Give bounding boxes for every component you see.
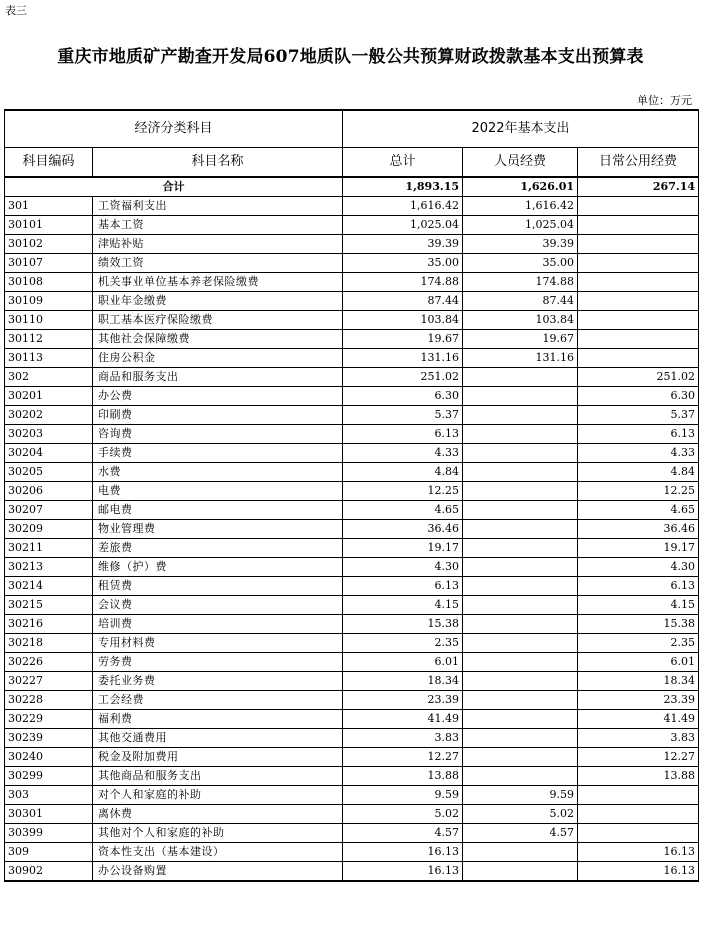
row-personnel <box>463 672 578 691</box>
row-code: 30228 <box>5 691 93 710</box>
table-row <box>5 843 699 862</box>
row-name: 维修（护）费 <box>93 558 343 577</box>
row-name: 职工基本医疗保险缴费 <box>93 311 343 330</box>
row-code: 30299 <box>5 767 93 786</box>
header-name: 科目名称 <box>93 148 343 178</box>
table-row <box>5 463 699 482</box>
row-public: 3.83 <box>578 729 699 748</box>
header-row-group <box>5 110 699 148</box>
row-code: 30239 <box>5 729 93 748</box>
row-personnel <box>463 634 578 653</box>
total-label: 合计 <box>5 177 343 197</box>
row-public <box>578 824 699 843</box>
row-public <box>578 786 699 805</box>
row-personnel <box>463 615 578 634</box>
table-row <box>5 596 699 615</box>
row-personnel <box>463 463 578 482</box>
row-public <box>578 235 699 254</box>
row-name: 福利费 <box>93 710 343 729</box>
row-public: 4.15 <box>578 596 699 615</box>
row-public: 4.84 <box>578 463 699 482</box>
row-name: 电费 <box>93 482 343 501</box>
row-code: 30112 <box>5 330 93 349</box>
table-row <box>5 577 699 596</box>
row-code: 30213 <box>5 558 93 577</box>
row-public: 19.17 <box>578 539 699 558</box>
row-code: 30209 <box>5 520 93 539</box>
row-public: 6.13 <box>578 577 699 596</box>
row-public: 13.88 <box>578 767 699 786</box>
row-total: 41.49 <box>343 710 463 729</box>
table-row <box>5 824 699 843</box>
row-public: 4.30 <box>578 558 699 577</box>
row-total: 4.30 <box>343 558 463 577</box>
row-total: 9.59 <box>343 786 463 805</box>
table-row <box>5 862 699 882</box>
table-row <box>5 216 699 235</box>
row-total: 174.88 <box>343 273 463 292</box>
row-name: 商品和服务支出 <box>93 368 343 387</box>
row-personnel: 131.16 <box>463 349 578 368</box>
row-public: 6.30 <box>578 387 699 406</box>
row-personnel <box>463 843 578 862</box>
row-public: 6.13 <box>578 425 699 444</box>
row-code: 30102 <box>5 235 93 254</box>
row-total: 16.13 <box>343 862 463 882</box>
row-public <box>578 349 699 368</box>
row-code: 303 <box>5 786 93 805</box>
header-public: 日常公用经费 <box>578 148 699 178</box>
row-code: 30229 <box>5 710 93 729</box>
header-row-columns <box>5 148 699 178</box>
row-total: 19.17 <box>343 539 463 558</box>
header-total: 总计 <box>343 148 463 178</box>
row-total: 1,025.04 <box>343 216 463 235</box>
total-cell-public: 267.14 <box>578 177 699 197</box>
row-name: 手续费 <box>93 444 343 463</box>
row-personnel: 35.00 <box>463 254 578 273</box>
table-row <box>5 634 699 653</box>
row-personnel <box>463 425 578 444</box>
row-public: 12.25 <box>578 482 699 501</box>
table-row <box>5 235 699 254</box>
row-code: 30218 <box>5 634 93 653</box>
row-name: 邮电费 <box>93 501 343 520</box>
table-row <box>5 387 699 406</box>
row-personnel <box>463 539 578 558</box>
row-public <box>578 273 699 292</box>
row-code: 30101 <box>5 216 93 235</box>
table-row <box>5 672 699 691</box>
row-name: 咨询费 <box>93 425 343 444</box>
row-name: 会议费 <box>93 596 343 615</box>
row-name: 税金及附加费用 <box>93 748 343 767</box>
row-code: 301 <box>5 197 93 216</box>
row-personnel <box>463 482 578 501</box>
row-personnel: 174.88 <box>463 273 578 292</box>
row-name: 租赁费 <box>93 577 343 596</box>
row-code: 30110 <box>5 311 93 330</box>
row-public: 6.01 <box>578 653 699 672</box>
table-row <box>5 330 699 349</box>
row-code: 30216 <box>5 615 93 634</box>
row-public <box>578 216 699 235</box>
header-code: 科目编码 <box>5 148 93 178</box>
table-row <box>5 748 699 767</box>
row-name: 离休费 <box>93 805 343 824</box>
table-number-label: 表三 <box>5 4 27 17</box>
table-row <box>5 368 699 387</box>
row-total: 12.27 <box>343 748 463 767</box>
total-cell-personnel: 1,626.01 <box>463 177 578 197</box>
row-code: 30109 <box>5 292 93 311</box>
table-row <box>5 292 699 311</box>
row-total: 15.38 <box>343 615 463 634</box>
row-public <box>578 197 699 216</box>
page-title: 重庆市地质矿产勘查开发局607地质队一般公共预算财政拨款基本支出预算表 <box>57 47 644 67</box>
row-personnel <box>463 710 578 729</box>
header-basic-expenditure-2022: 2022年基本支出 <box>343 110 699 148</box>
row-name: 住房公积金 <box>93 349 343 368</box>
row-personnel: 19.67 <box>463 330 578 349</box>
row-name: 其他社会保障缴费 <box>93 330 343 349</box>
table-row <box>5 444 699 463</box>
row-total: 6.13 <box>343 577 463 596</box>
row-personnel: 5.02 <box>463 805 578 824</box>
row-name: 培训费 <box>93 615 343 634</box>
row-code: 30203 <box>5 425 93 444</box>
row-code: 30240 <box>5 748 93 767</box>
row-personnel <box>463 653 578 672</box>
row-public: 5.37 <box>578 406 699 425</box>
row-total: 18.34 <box>343 672 463 691</box>
row-public: 4.33 <box>578 444 699 463</box>
row-total: 23.39 <box>343 691 463 710</box>
table-row <box>5 520 699 539</box>
row-personnel <box>463 748 578 767</box>
row-code: 302 <box>5 368 93 387</box>
row-public: 15.38 <box>578 615 699 634</box>
row-total: 19.67 <box>343 330 463 349</box>
table-row <box>5 729 699 748</box>
row-code: 30205 <box>5 463 93 482</box>
row-personnel: 1,616.42 <box>463 197 578 216</box>
row-personnel <box>463 577 578 596</box>
row-total: 36.46 <box>343 520 463 539</box>
row-personnel: 1,025.04 <box>463 216 578 235</box>
table-row <box>5 615 699 634</box>
row-total: 103.84 <box>343 311 463 330</box>
row-public <box>578 292 699 311</box>
row-total: 4.84 <box>343 463 463 482</box>
table-row <box>5 501 699 520</box>
table-body <box>5 177 699 881</box>
row-public: 12.27 <box>578 748 699 767</box>
row-personnel <box>463 558 578 577</box>
table-row <box>5 197 699 216</box>
row-code: 30226 <box>5 653 93 672</box>
row-total: 131.16 <box>343 349 463 368</box>
table-row <box>5 311 699 330</box>
row-name: 其他商品和服务支出 <box>93 767 343 786</box>
row-name: 印刷费 <box>93 406 343 425</box>
row-name: 办公费 <box>93 387 343 406</box>
row-code: 30207 <box>5 501 93 520</box>
table-row <box>5 710 699 729</box>
row-public: 23.39 <box>578 691 699 710</box>
row-personnel <box>463 596 578 615</box>
row-total: 4.65 <box>343 501 463 520</box>
row-name: 资本性支出（基本建设） <box>93 843 343 862</box>
row-total: 87.44 <box>343 292 463 311</box>
row-name: 其他对个人和家庭的补助 <box>93 824 343 843</box>
row-code: 30211 <box>5 539 93 558</box>
table-row <box>5 767 699 786</box>
row-name: 差旅费 <box>93 539 343 558</box>
row-name: 工资福利支出 <box>93 197 343 216</box>
row-public: 16.13 <box>578 843 699 862</box>
budget-table <box>4 109 699 882</box>
row-total: 5.02 <box>343 805 463 824</box>
row-code: 30214 <box>5 577 93 596</box>
row-personnel: 9.59 <box>463 786 578 805</box>
row-public: 16.13 <box>578 862 699 882</box>
table-row <box>5 558 699 577</box>
row-personnel: 87.44 <box>463 292 578 311</box>
row-name: 物业管理费 <box>93 520 343 539</box>
row-total: 16.13 <box>343 843 463 862</box>
row-personnel <box>463 862 578 882</box>
total-cell-total: 1,893.15 <box>343 177 463 197</box>
table-row <box>5 482 699 501</box>
row-name: 职业年金缴费 <box>93 292 343 311</box>
unit-label: 单位：万元 <box>637 94 692 107</box>
row-personnel <box>463 444 578 463</box>
table-row <box>5 653 699 672</box>
table-row <box>5 691 699 710</box>
row-code: 30108 <box>5 273 93 292</box>
row-personnel <box>463 767 578 786</box>
row-personnel: 4.57 <box>463 824 578 843</box>
table-row <box>5 254 699 273</box>
row-total: 12.25 <box>343 482 463 501</box>
row-name: 基本工资 <box>93 216 343 235</box>
row-name: 对个人和家庭的补助 <box>93 786 343 805</box>
total-row <box>5 177 699 197</box>
table-row <box>5 539 699 558</box>
row-total: 3.83 <box>343 729 463 748</box>
row-total: 6.30 <box>343 387 463 406</box>
header-economic-classification: 经济分类科目 <box>5 110 343 148</box>
row-code: 30201 <box>5 387 93 406</box>
row-public: 41.49 <box>578 710 699 729</box>
row-total: 2.35 <box>343 634 463 653</box>
row-personnel <box>463 520 578 539</box>
row-public <box>578 311 699 330</box>
row-name: 劳务费 <box>93 653 343 672</box>
row-public <box>578 330 699 349</box>
row-personnel: 103.84 <box>463 311 578 330</box>
row-code: 30215 <box>5 596 93 615</box>
row-name: 水费 <box>93 463 343 482</box>
row-code: 30204 <box>5 444 93 463</box>
row-personnel <box>463 691 578 710</box>
row-public: 36.46 <box>578 520 699 539</box>
row-code: 30301 <box>5 805 93 824</box>
row-total: 35.00 <box>343 254 463 273</box>
row-personnel <box>463 729 578 748</box>
row-name: 机关事业单位基本养老保险缴费 <box>93 273 343 292</box>
row-name: 津贴补贴 <box>93 235 343 254</box>
row-name: 其他交通费用 <box>93 729 343 748</box>
row-public: 2.35 <box>578 634 699 653</box>
row-name: 委托业务费 <box>93 672 343 691</box>
row-personnel <box>463 501 578 520</box>
row-total: 4.57 <box>343 824 463 843</box>
table-row <box>5 349 699 368</box>
row-code: 30107 <box>5 254 93 273</box>
row-total: 39.39 <box>343 235 463 254</box>
row-personnel <box>463 387 578 406</box>
table-row <box>5 786 699 805</box>
row-code: 30399 <box>5 824 93 843</box>
row-name: 工会经费 <box>93 691 343 710</box>
row-code: 30113 <box>5 349 93 368</box>
header-personnel: 人员经费 <box>463 148 578 178</box>
row-total: 4.15 <box>343 596 463 615</box>
row-public <box>578 805 699 824</box>
row-personnel <box>463 406 578 425</box>
row-code: 30227 <box>5 672 93 691</box>
row-public: 4.65 <box>578 501 699 520</box>
table-row <box>5 406 699 425</box>
row-name: 绩效工资 <box>93 254 343 273</box>
table-row <box>5 805 699 824</box>
table-row <box>5 425 699 444</box>
row-code: 30902 <box>5 862 93 882</box>
row-total: 251.02 <box>343 368 463 387</box>
row-code: 30206 <box>5 482 93 501</box>
row-total: 6.13 <box>343 425 463 444</box>
row-name: 办公设备购置 <box>93 862 343 882</box>
row-total: 5.37 <box>343 406 463 425</box>
row-code: 309 <box>5 843 93 862</box>
row-personnel <box>463 368 578 387</box>
row-total: 13.88 <box>343 767 463 786</box>
row-total: 6.01 <box>343 653 463 672</box>
row-public: 18.34 <box>578 672 699 691</box>
row-code: 30202 <box>5 406 93 425</box>
row-public <box>578 254 699 273</box>
table-row <box>5 273 699 292</box>
row-personnel: 39.39 <box>463 235 578 254</box>
row-public: 251.02 <box>578 368 699 387</box>
row-total: 1,616.42 <box>343 197 463 216</box>
row-name: 专用材料费 <box>93 634 343 653</box>
row-total: 4.33 <box>343 444 463 463</box>
